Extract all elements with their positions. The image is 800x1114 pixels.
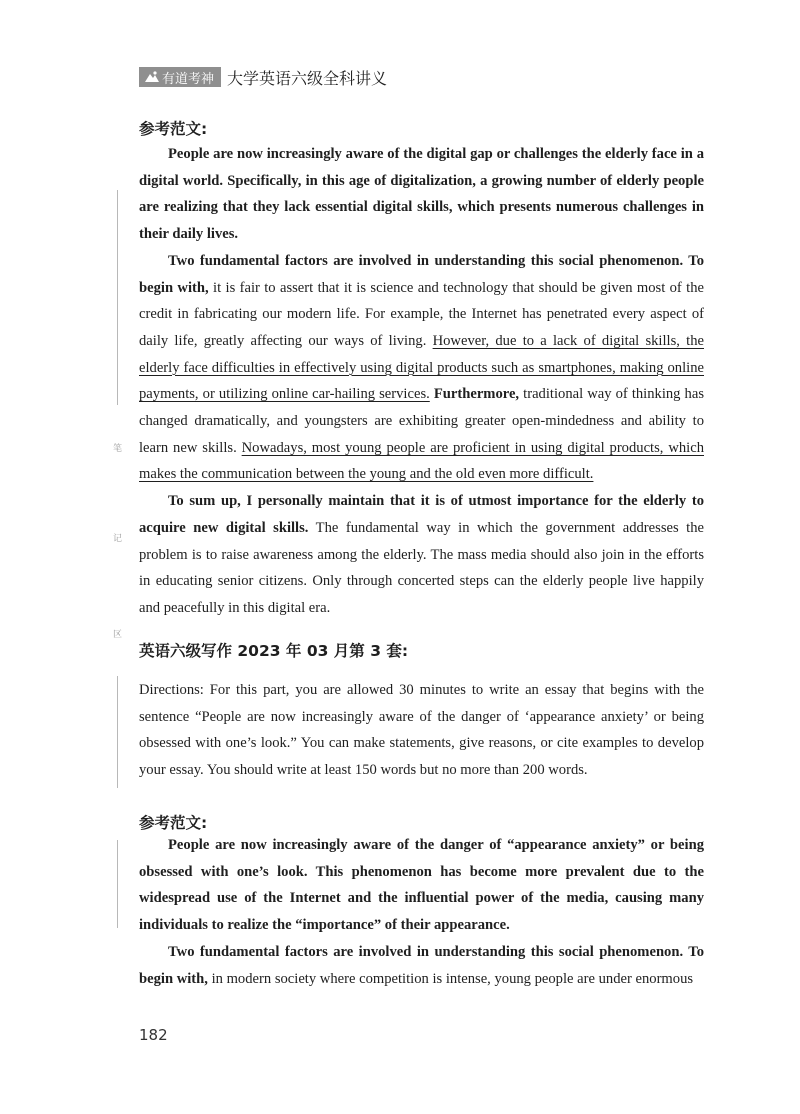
section-heading: 参考范文: (139, 120, 208, 138)
margin-rule (117, 840, 118, 928)
essay-paragraph (139, 248, 704, 488)
directions-block (139, 677, 704, 784)
essay-paragraph (139, 488, 704, 622)
section-exam-2023-03-3 (139, 639, 704, 661)
essay-2-body (139, 832, 704, 992)
essay-paragraph: People are now increasingly aware of the digital gap or challenges the elderly face in a digital world. Specifically, in this age of digitalization, a growing number of elderly people are realizing that they lack essential digital skills, which presents numerous challenges in their daily lives. (139, 146, 704, 243)
margin-note: 笔 (113, 444, 123, 454)
essay-paragraph: People are now increasingly aware of the danger of “appearance anxiety” or being obsessed with one’s look. This phenomenon has become more prevalent due to the widespread use of the Internet and the influential power of the media, causing many individuals to realize the “importance” of their appearance. (139, 837, 704, 934)
text-run: in modern society where competition is intense, young people are under enormous (207, 970, 694, 987)
bold-phrase: Two fundamental factors are involved in understanding this social phenomenon. To begin with, (139, 252, 704, 296)
text-run: it is fair to assert that it is science and technology that should be given most of the credit in fabricating our modern life. For example, the Internet has penetrated every aspect of daily life, greatly affecting our ways of living. (139, 279, 704, 349)
section-heading: 参考范文: (139, 814, 208, 832)
brand-logo-icon (144, 70, 160, 84)
bold-phrase: To sum up, I personally maintain that it is of utmost importance for the elderly to acquire new digital skills. (139, 493, 704, 536)
bold-phrase: Furthermore, (429, 386, 520, 403)
text-run: traditional way of thinking has changed dramatically, and youngsters are exhibiting greater open-mindedness and ability to learn new skills. (139, 386, 704, 456)
essay-paragraph (139, 939, 704, 992)
margin-note: 区 (113, 630, 123, 640)
brand-badge (139, 67, 221, 87)
margin-note: 记 (113, 534, 123, 544)
page-header (139, 66, 387, 88)
section-heading: 英语六级写作 2023 年 03 月第 3 套: (139, 642, 409, 660)
margin-rule (117, 676, 118, 788)
brand-name: 有道考神 (162, 71, 215, 87)
essay-1-body (139, 141, 704, 622)
margin-rule (117, 190, 118, 405)
section-sample-essay-1 (139, 117, 704, 139)
page-number: 182 (139, 1026, 168, 1044)
header-title: 大学英语六级全科讲义 (227, 68, 388, 88)
directions-text: Directions: For this part, you are allowed 30 minutes to write an essay that begins with the sentence “People are now increasingly aware of the danger of ‘appearance anxiety’ or being obsessed with one’s look.” You can make statements, give reasons, or cite examples to develop your essay. You should write at least 150 words but no more than 200 words. (139, 682, 704, 779)
section-sample-essay-2 (139, 811, 704, 833)
underlined-sentence: Nowadays, most young people are proficient in using digital products, which makes the communication between the young and the old even more difficult. (139, 439, 704, 483)
underlined-sentence: However, due to a lack of digital skills, the elderly face difficulties in effectively using digital products such as smartphones, making online payments, or utilizing online car-hailing services. (139, 332, 704, 403)
text-run: The fundamental way in which the government addresses the problem is to raise awareness among the elderly. The mass media should also join in the efforts in educating senior citizens. Only through concerted steps can the elderly people live happily and peacefully in this digital era. (139, 519, 704, 616)
bold-phrase: Two fundamental factors are involved in understanding this social phenomenon. To begin with, (139, 943, 704, 987)
